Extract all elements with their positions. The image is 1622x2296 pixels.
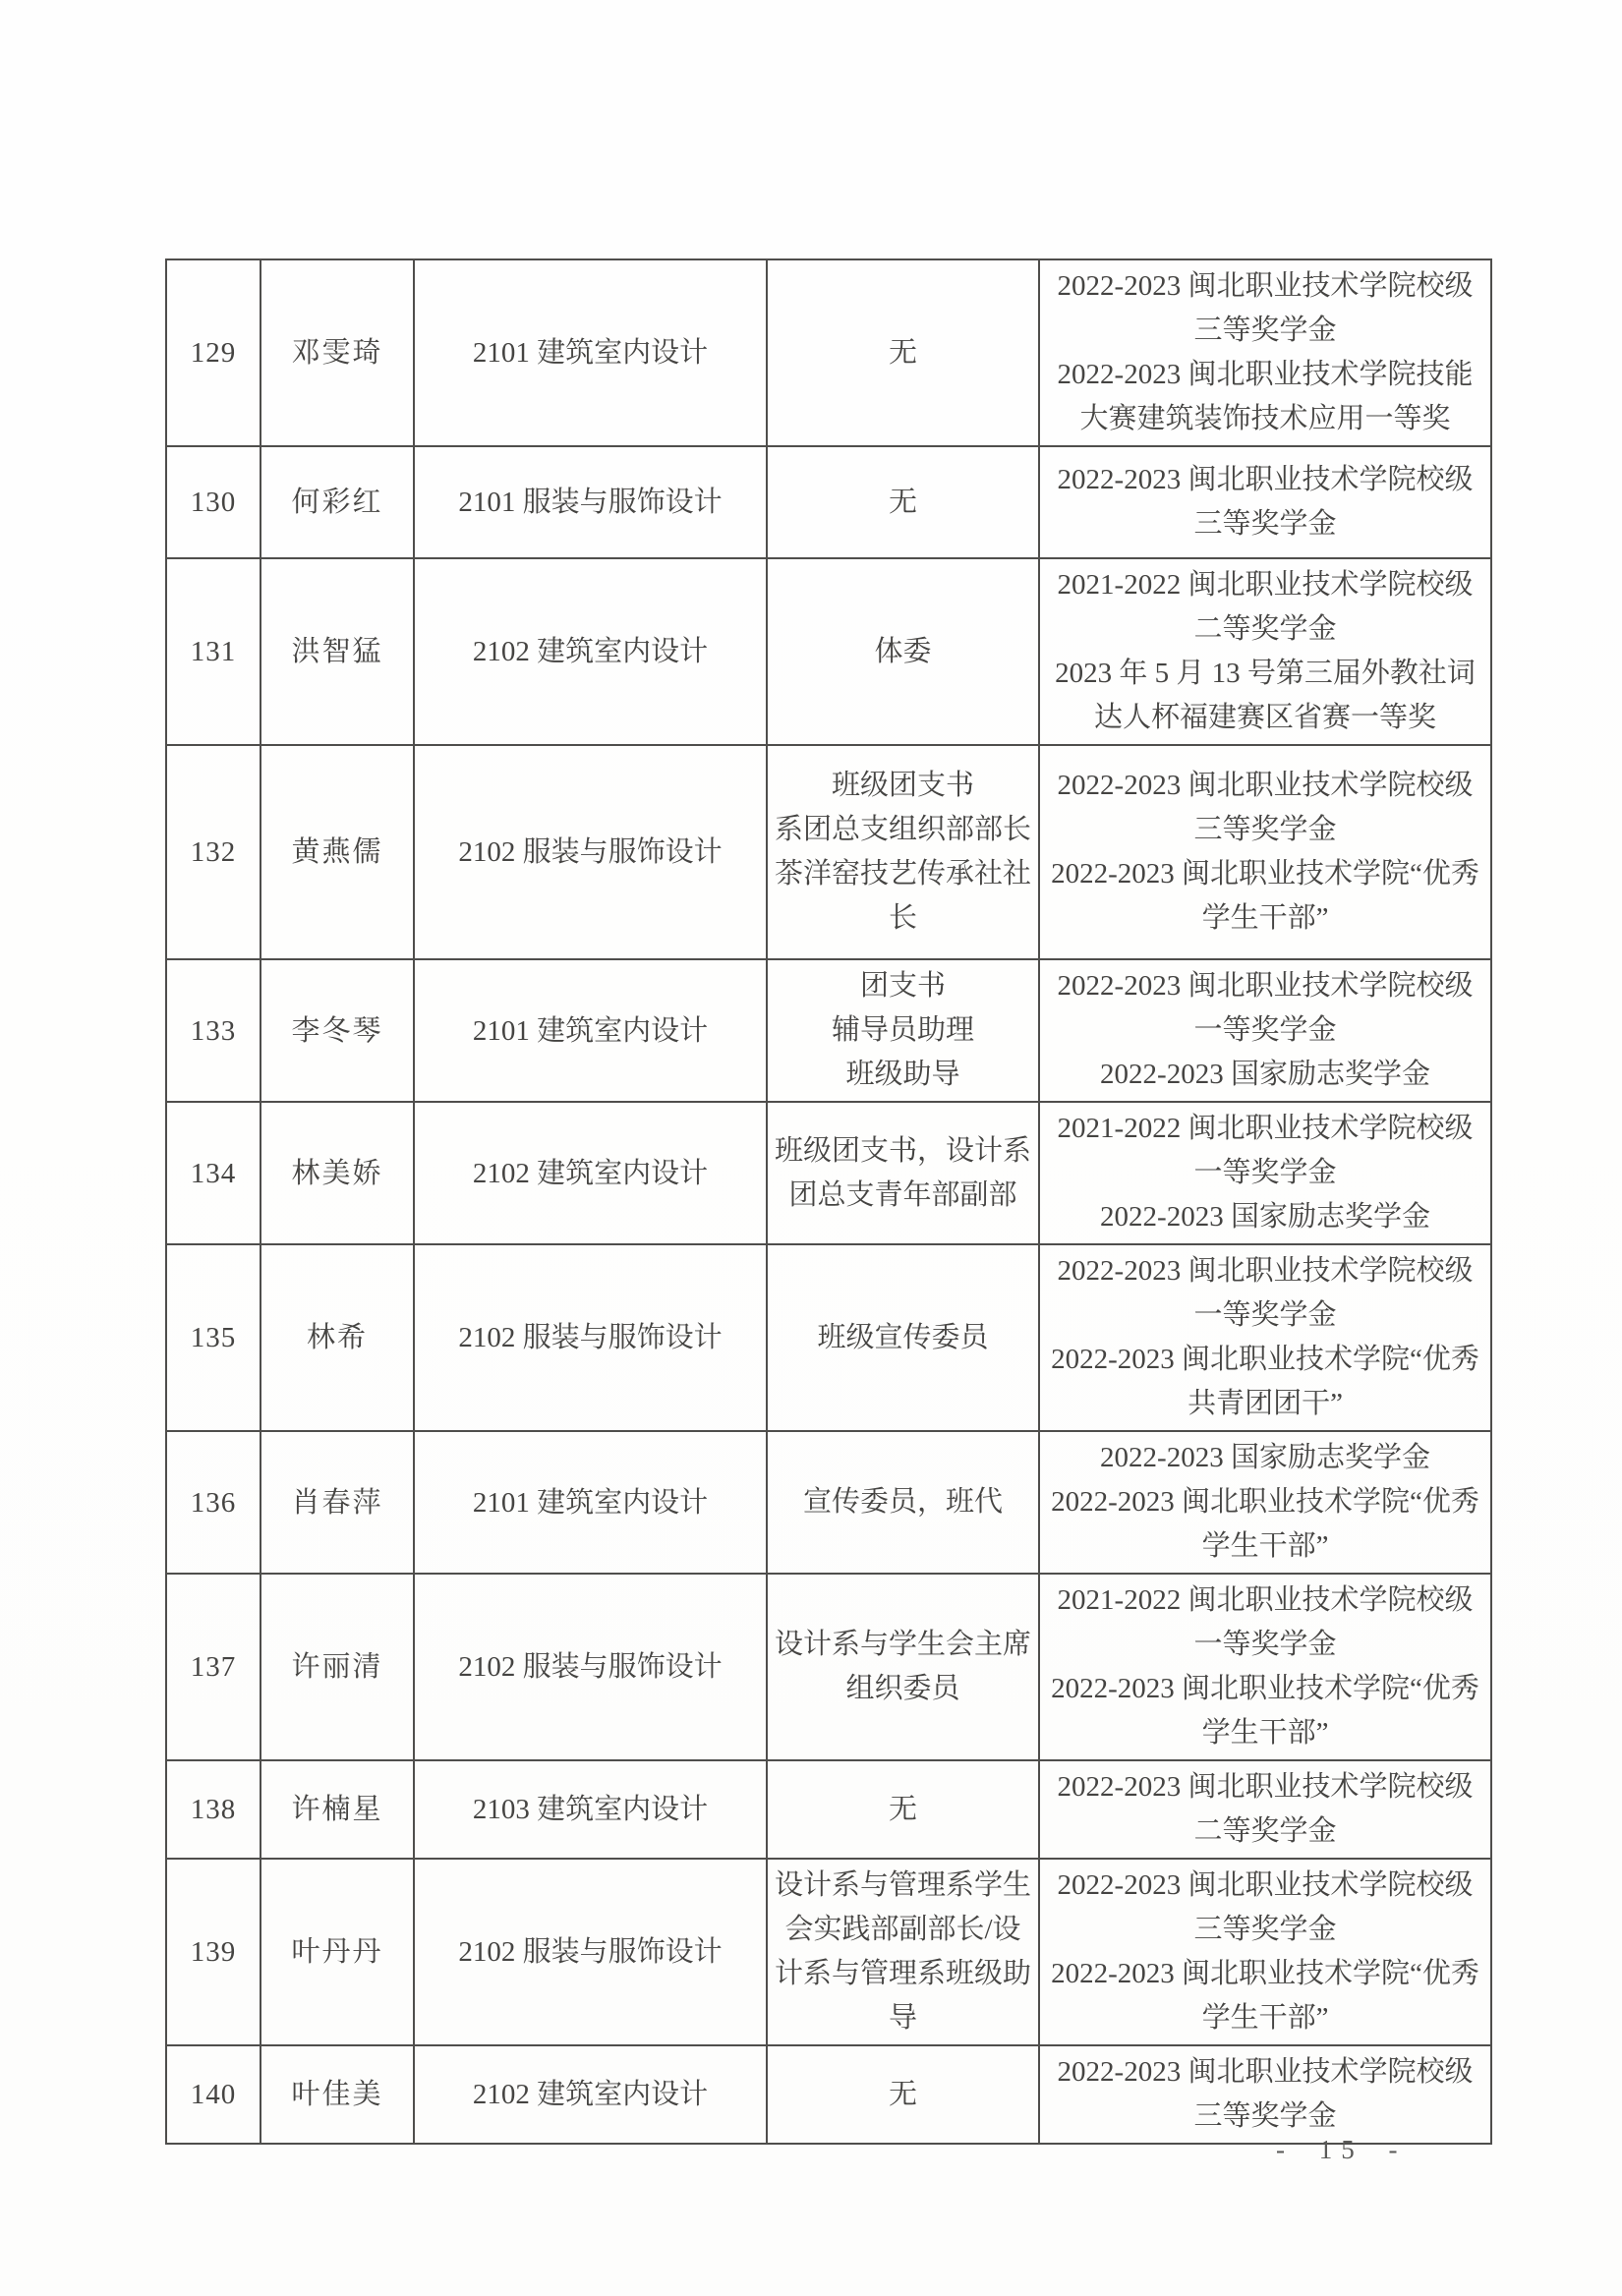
cell-position (767, 1859, 1039, 2045)
cell-name: 肖春萍 (261, 1431, 414, 1574)
award-line: 2022-2023 国家励志奖学金 (1100, 1442, 1430, 1473)
position-line: 班级宣传委员 (817, 1321, 989, 1353)
cell-awards (1039, 745, 1491, 959)
cell-class-major: 2102 服装与服饰设计 (414, 1859, 767, 2045)
cell-class-major: 2101 建筑室内设计 (414, 959, 767, 1102)
position-line: 无 (888, 1793, 917, 1825)
position-line: 系团总支组织部部长 (774, 814, 1031, 845)
cell-class-major: 2101 建筑室内设计 (414, 1431, 767, 1574)
cell-awards (1039, 1760, 1491, 1859)
cell-name: 洪智猛 (261, 558, 414, 745)
table-body (166, 259, 1491, 2144)
table-row (166, 1431, 1491, 1574)
cell-position (767, 2045, 1039, 2144)
award-line: 2021-2022 闽北职业技术学院校级二等奖学金 (1057, 569, 1474, 645)
table-row (166, 1574, 1491, 1760)
cell-index: 131 (166, 558, 261, 745)
award-line: 2022-2023 闽北职业技术学院“优秀学生干部” (1051, 858, 1479, 934)
cell-name: 林美娇 (261, 1102, 414, 1244)
cell-class-major: 2102 建筑室内设计 (414, 2045, 767, 2144)
cell-index: 133 (166, 959, 261, 1102)
position-line: 辅导员助理 (831, 1014, 974, 1046)
cell-awards (1039, 446, 1491, 558)
position-line: 班级团支书，设计系团总支青年部副部 (774, 1134, 1031, 1211)
cell-index: 129 (166, 259, 261, 446)
cell-index: 135 (166, 1244, 261, 1431)
table-row (166, 1859, 1491, 2045)
table-row (166, 959, 1491, 1102)
cell-class-major: 2101 服装与服饰设计 (414, 446, 767, 558)
cell-index: 136 (166, 1431, 261, 1574)
position-line: 茶洋窑技艺传承社社长 (774, 858, 1031, 934)
award-line: 2022-2023 闽北职业技术学院校级三等奖学金 (1057, 270, 1474, 346)
cell-class-major: 2102 建筑室内设计 (414, 558, 767, 745)
cell-position (767, 1244, 1039, 1431)
cell-position (767, 1102, 1039, 1244)
cell-class-major: 2101 建筑室内设计 (414, 259, 767, 446)
position-line: 设计系与管理系学生会实践部副部长/设计系与管理系班级助导 (774, 1869, 1031, 2034)
cell-position (767, 1760, 1039, 1859)
award-line: 2022-2023 国家励志奖学金 (1100, 1201, 1430, 1233)
award-line: 2022-2023 国家励志奖学金 (1100, 1059, 1430, 1090)
cell-class-major: 2102 建筑室内设计 (414, 1102, 767, 1244)
cell-index: 132 (166, 745, 261, 959)
position-line: 宣传委员，班代 (802, 1486, 1003, 1518)
table-row (166, 259, 1491, 446)
cell-name: 许楠星 (261, 1760, 414, 1859)
cell-awards (1039, 959, 1491, 1102)
cell-position (767, 446, 1039, 558)
cell-position (767, 1431, 1039, 1574)
award-line: 2023 年 5 月 13 号第三届外教社词达人杯福建赛区省赛一等奖 (1055, 658, 1476, 733)
award-line: 2022-2023 闽北职业技术学院校级三等奖学金 (1057, 2056, 1474, 2132)
cell-index: 134 (166, 1102, 261, 1244)
position-line: 组织委员 (845, 1673, 960, 1704)
position-line: 班级团支书 (831, 770, 974, 801)
cell-name: 叶佳美 (261, 2045, 414, 2144)
student-awards-table (165, 258, 1492, 2145)
cell-name: 李冬琴 (261, 959, 414, 1102)
cell-index: 137 (166, 1574, 261, 1760)
position-line: 无 (888, 336, 917, 369)
cell-index: 140 (166, 2045, 261, 2144)
award-line: 2021-2022 闽北职业技术学院校级一等奖学金 (1057, 1584, 1474, 1660)
award-line: 2022-2023 闽北职业技术学院技能大赛建筑装饰技术应用一等奖 (1057, 359, 1474, 434)
cell-name: 邓雯琦 (261, 259, 414, 446)
cell-name: 林希 (261, 1244, 414, 1431)
cell-awards (1039, 1431, 1491, 1574)
position-line: 设计系与学生会主席 (774, 1629, 1031, 1660)
cell-name: 黄燕儒 (261, 745, 414, 959)
cell-awards (1039, 259, 1491, 446)
award-line: 2022-2023 闽北职业技术学院“优秀学生干部” (1051, 1486, 1479, 1562)
award-line: 2022-2023 闽北职业技术学院“优秀共青团团干” (1051, 1344, 1479, 1419)
cell-position (767, 1574, 1039, 1760)
award-line: 2022-2023 闽北职业技术学院“优秀学生干部” (1051, 1673, 1479, 1749)
position-line: 班级助导 (845, 1059, 960, 1090)
award-line: 2022-2023 闽北职业技术学院校级三等奖学金 (1057, 770, 1474, 845)
position-line: 无 (888, 486, 917, 518)
cell-class-major: 2102 服装与服饰设计 (414, 1574, 767, 1760)
table-row (166, 1244, 1491, 1431)
position-line: 体委 (874, 635, 932, 667)
cell-awards (1039, 1574, 1491, 1760)
award-line: 2021-2022 闽北职业技术学院校级一等奖学金 (1057, 1113, 1474, 1188)
cell-index: 130 (166, 446, 261, 558)
position-line: 无 (888, 2078, 917, 2110)
position-line: 团支书 (859, 970, 946, 1002)
award-line: 2022-2023 闽北职业技术学院校级一等奖学金 (1057, 1255, 1474, 1331)
table-row (166, 2045, 1491, 2144)
table-row (166, 1102, 1491, 1244)
cell-awards (1039, 2045, 1491, 2144)
cell-position (767, 558, 1039, 745)
award-line: 2022-2023 闽北职业技术学院校级一等奖学金 (1057, 970, 1474, 1046)
cell-position (767, 959, 1039, 1102)
award-line: 2022-2023 闽北职业技术学院校级三等奖学金 (1057, 1869, 1474, 1945)
award-line: 2022-2023 闽北职业技术学院校级二等奖学金 (1057, 1771, 1474, 1847)
cell-position (767, 259, 1039, 446)
table-row (166, 745, 1491, 959)
cell-class-major: 2103 建筑室内设计 (414, 1760, 767, 1859)
cell-name: 叶丹丹 (261, 1859, 414, 2045)
table-row (166, 446, 1491, 558)
page-number: - 15 - (1276, 2135, 1407, 2164)
table-row (166, 1760, 1491, 1859)
cell-name: 许丽清 (261, 1574, 414, 1760)
award-line: 2022-2023 闽北职业技术学院校级三等奖学金 (1057, 464, 1474, 540)
cell-awards (1039, 1859, 1491, 2045)
cell-index: 138 (166, 1760, 261, 1859)
cell-position (767, 745, 1039, 959)
cell-index: 139 (166, 1859, 261, 2045)
cell-awards (1039, 1102, 1491, 1244)
cell-name: 何彩红 (261, 446, 414, 558)
award-line: 2022-2023 闽北职业技术学院“优秀学生干部” (1051, 1958, 1479, 2034)
table-row (166, 558, 1491, 745)
cell-awards (1039, 558, 1491, 745)
cell-class-major: 2102 服装与服饰设计 (414, 745, 767, 959)
cell-awards (1039, 1244, 1491, 1431)
cell-class-major: 2102 服装与服饰设计 (414, 1244, 767, 1431)
